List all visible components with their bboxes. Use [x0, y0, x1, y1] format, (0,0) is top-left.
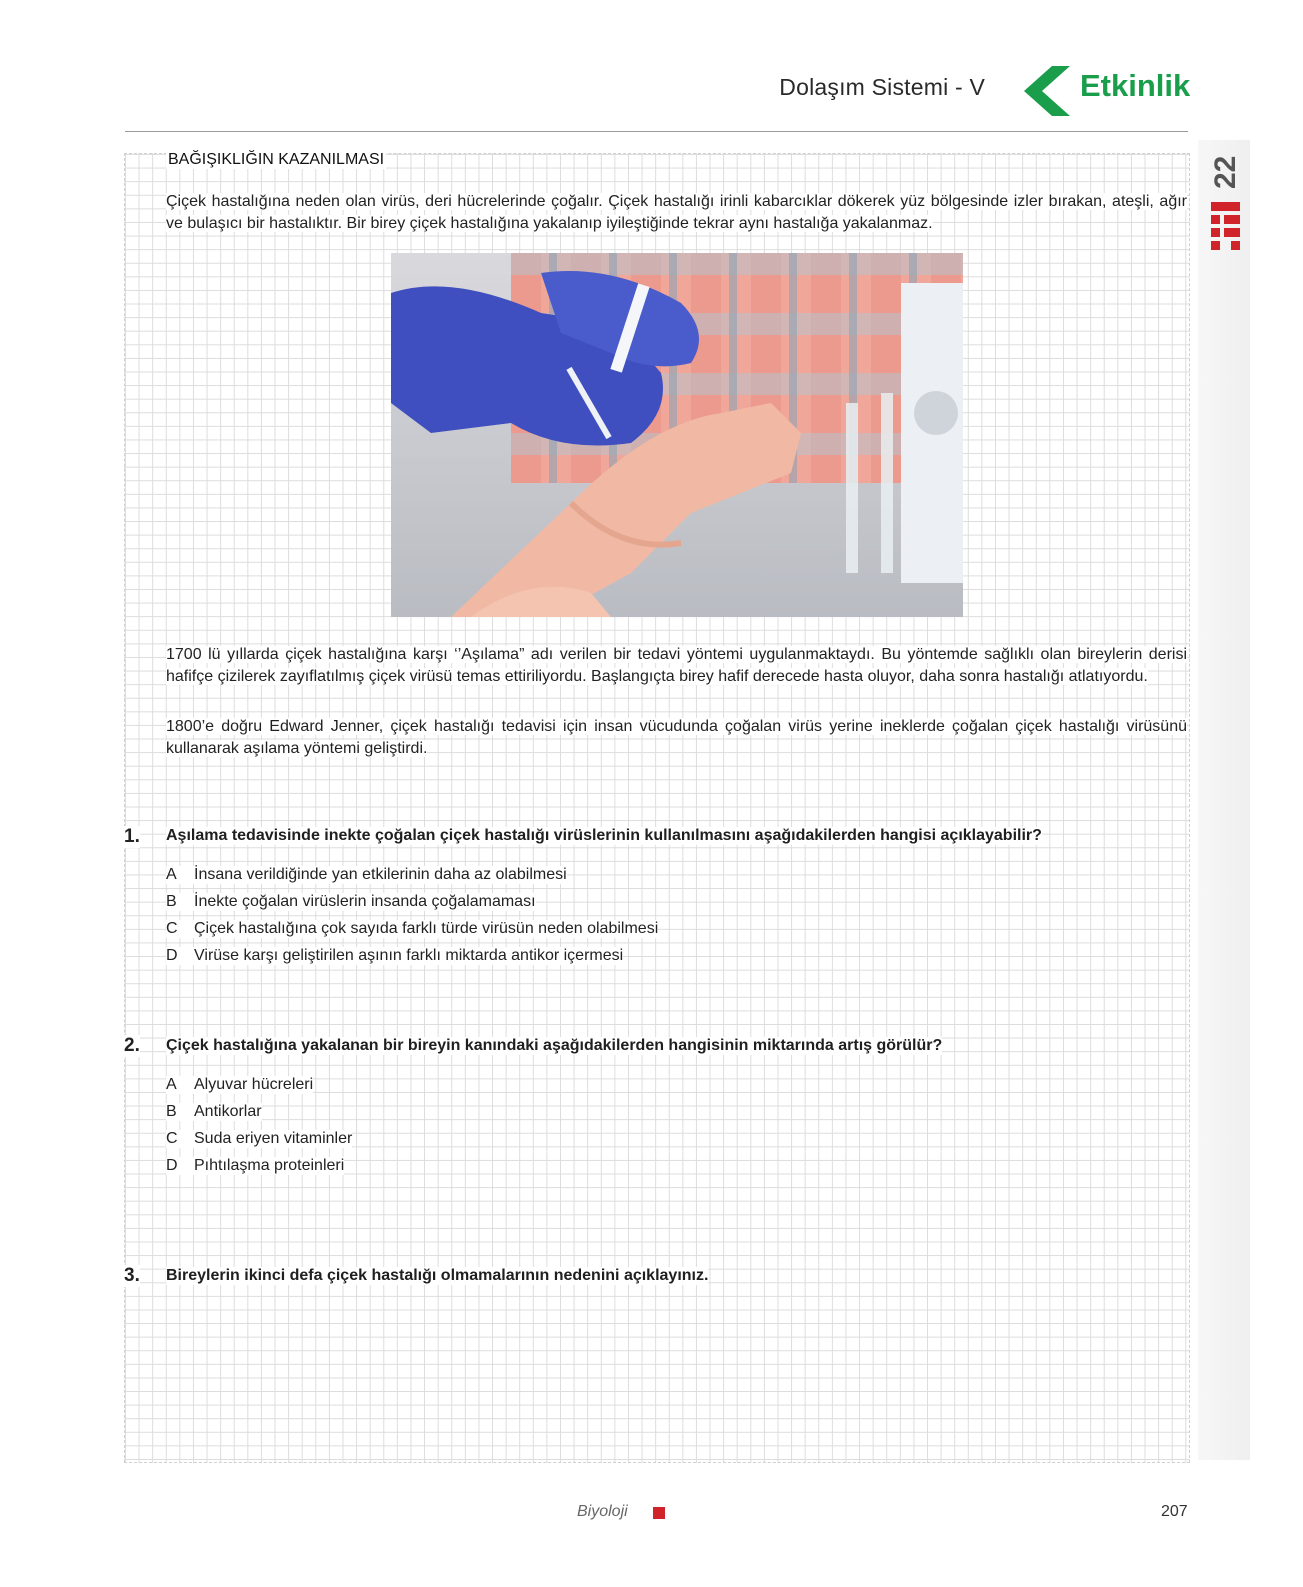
intro-text: Çiçek hastalığına neden olan virüs, deri hücrelerinde çoğalır. Çiçek hastalığı irinli kabarcıklar dökerek yüz bölgesinde izler bırakan, ateşli, ağır ve bulaşıcı bir hastalıktır. Bir birey çiçek hastalığına yakalanıp iyileştiğinde tekrar aynı hastalığa yakalanmaz. — [166, 193, 1187, 232]
question-1-option-b[interactable] — [166, 893, 536, 911]
question-2-text: Çiçek hastalığına yakalanan bir bireyin kanındaki aşağıdakilerden hangisinin miktarında artış görülür? — [166, 1037, 943, 1054]
option-letter: D — [166, 947, 178, 964]
option-text: Alyuvar hücreleri — [194, 1076, 314, 1093]
option-text: Çiçek hastalığına çok sayıda farklı türde virüsün neden olabilmesi — [194, 920, 659, 937]
question-2-number: 2. — [124, 1035, 140, 1056]
page-number: 207 — [1161, 1503, 1188, 1520]
option-letter: C — [166, 920, 178, 937]
history-text-1: 1700 lü yıllarda çiçek hastalığına karşı ‘’Aşılama” adı verilen bir tedavi yöntemi uygulanmaktaydı. Bu yöntemde sağlıklı olan bireylerin derisi hafifçe çizilerek zayıflatılmış çiçek virüsü temas ettiriliyordu. Başlangıçta birey hafif derecede hasta oluyor, daha sonra hastalığı atlatıyordu. — [166, 646, 1187, 685]
question-2-option-c[interactable] — [166, 1130, 352, 1148]
side-tab — [1198, 140, 1250, 1460]
section-title: BAĞIŞIKLIĞIN KAZANILMASI — [168, 151, 385, 168]
vaccination-arm-photo — [391, 253, 963, 617]
header-divider — [125, 131, 1188, 132]
option-letter: A — [166, 1076, 177, 1093]
option-text: Antikorlar — [194, 1103, 262, 1120]
option-letter: B — [166, 1103, 177, 1120]
fen-logo-icon — [1209, 200, 1242, 252]
footer-subject: Biyoloji — [577, 1503, 628, 1520]
option-letter: A — [166, 866, 177, 883]
option-text: İnekte çoğalan virüslerin insanda çoğalamaması — [194, 893, 536, 910]
option-text: İnsana verildiğinde yan etkilerinin daha az olabilmesi — [194, 866, 567, 883]
intro-paragraph — [166, 191, 1187, 235]
answer-area[interactable] — [166, 1300, 1186, 1450]
question-1-text: Aşılama tedavisinde inekte çoğalan çiçek hastalığı virüslerinin kullanılmasını aşağıdakilerden hangisi açıklayabilir? — [166, 827, 1042, 844]
option-text: Pıhtılaşma proteinleri — [194, 1157, 345, 1174]
history-paragraph-2 — [166, 716, 1187, 760]
option-text: Virüse karşı geliştirilen aşının farklı miktarda antikor içermesi — [194, 947, 624, 964]
history-paragraph-1 — [166, 644, 1187, 688]
square-icon — [653, 1507, 665, 1519]
question-2-option-d[interactable] — [166, 1157, 344, 1175]
history-text-2: 1800’e doğru Edward Jenner, çiçek hastalığı tedavisi için insan vücudunda çoğalan virüs yerine ineklerde çoğalan çiçek hastalığı virüsünü kullanarak aşılama yöntemi geliştirdi. — [166, 718, 1187, 757]
option-letter: D — [166, 1157, 178, 1174]
option-letter: C — [166, 1130, 178, 1147]
page-header-title: Dolaşım Sistemi - V — [779, 74, 985, 100]
option-letter: B — [166, 893, 177, 910]
chevron-left-icon — [1024, 66, 1072, 116]
question-1-number: 1. — [124, 826, 140, 847]
question-3-number: 3. — [124, 1265, 140, 1286]
question-1-option-d[interactable] — [166, 947, 623, 965]
unit-number: 22 — [1209, 155, 1242, 189]
question-2-option-a[interactable] — [166, 1076, 313, 1094]
question-3-text: Bireylerin ikinci defa çiçek hastalığı olmamalarının nedenini açıklayınız. — [166, 1267, 709, 1284]
question-1-option-a[interactable] — [166, 866, 567, 884]
option-text: Suda eriyen vitaminler — [194, 1130, 353, 1147]
activity-badge: Etkinlik — [1080, 68, 1191, 103]
question-2-option-b[interactable] — [166, 1103, 262, 1121]
question-1-option-c[interactable] — [166, 920, 658, 938]
